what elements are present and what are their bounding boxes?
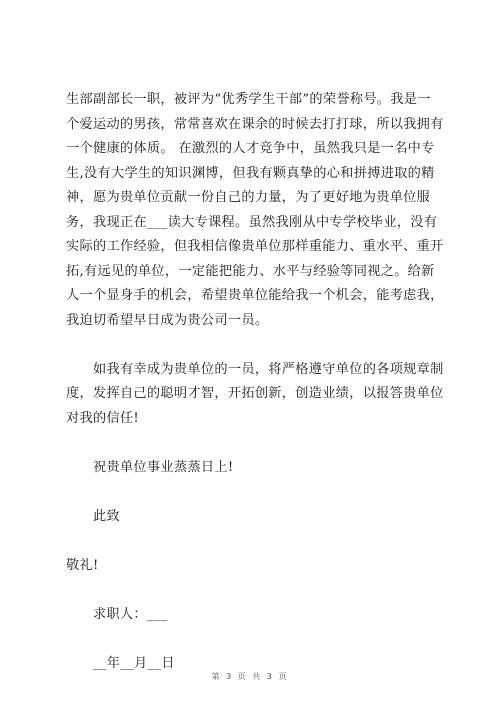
text-line: 一个健康的体质。 在激烈的人才竞争中，虽然我只是一名中专 <box>66 141 435 156</box>
page-number-footer: 第 3 页 共 3 页 <box>211 672 289 681</box>
text-line: 实际的工作经验，但我相信像贵单位那样重能力、重水平、重开 <box>66 239 444 254</box>
text-line: 务，我现正在___读大专课程。虽然我刚从中专学校毕业，没有 <box>66 214 438 230</box>
text-line: 对我的信任! <box>66 410 140 426</box>
text-line: 生,没有大学生的知识渊博，但我有颗真挚的心和拼搏进取的精 <box>66 165 435 181</box>
salute-line: 敬礼! <box>66 557 99 573</box>
paragraph-spacer <box>66 333 438 358</box>
text-line: 拓,有远见的单位，一定能把能力、水平与经验等同视之。给新 <box>66 263 435 279</box>
paragraph-spacer <box>66 529 438 554</box>
applicant-line: 求职人：___ <box>66 606 168 622</box>
text-line: 生部副部长一职，被评为“优秀学生干部”的荣誉称号。我是一 <box>66 92 431 107</box>
paragraph-spacer <box>66 480 438 505</box>
date-line: __年__月__日 <box>66 655 175 671</box>
paragraph-spacer <box>66 431 438 456</box>
text-line: 神，愿为贵单位贡献一份自己的力量，为了更好地为贵单位服 <box>66 190 431 205</box>
paragraph-2 <box>66 358 444 432</box>
wish-line: 祝贵单位事业蒸蒸日上! <box>66 459 234 475</box>
paragraph-spacer <box>66 578 438 603</box>
text-line: 人一个显身手的机会，希望贵单位能给我一个机会，能考虑我， <box>66 288 444 303</box>
paragraph-1 <box>66 88 444 333</box>
text-line: 个爱运动的男孩，常常喜欢在课余的时候去打打球，所以我拥有 <box>66 116 444 132</box>
text-line: 度，发挥自己的聪明才智，开拓创新，创造业绩，以报答贵单位 <box>66 386 444 401</box>
text-line: 如我有幸成为贵单位的一员，将严格遵守单位的各项规章制 <box>66 361 444 377</box>
text-line: 我迫切希望早日成为贵公司一员。 <box>66 312 269 328</box>
closing-line: 此致 <box>66 508 120 524</box>
letter-body <box>66 88 444 676</box>
paragraph-spacer <box>66 627 438 652</box>
